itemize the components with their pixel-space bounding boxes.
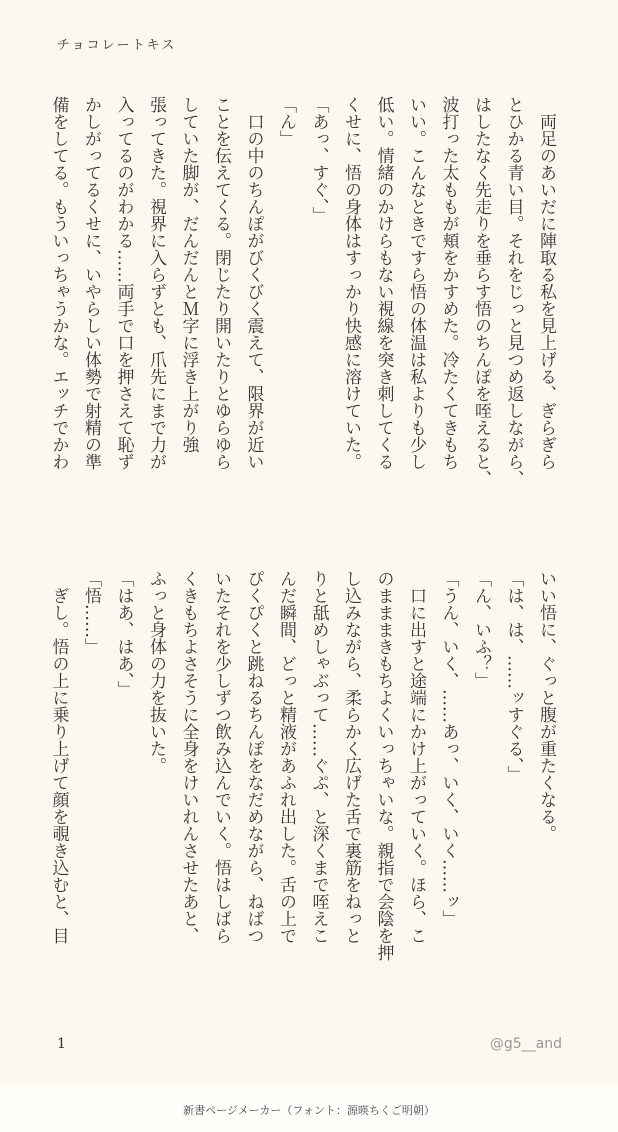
text-line: いたそれを少しずつ飲み込んでいく。悟はしばら (211, 570, 231, 944)
text-line: 備をしてる。もういっちゃうかな。エッチでかわ (48, 96, 69, 470)
text-line: くせに、悟の身体はすっかり快感に溶けていた。 (341, 96, 361, 470)
text-line: 「うん、いく、……あっ、いく、いく……ッ」 (438, 570, 459, 927)
text-line: 口に出すと途端にかけ上がっていく。ほら、こ (406, 570, 426, 944)
text-line: のまままきもちよくいっちゃいな。親指で会陰を押 (373, 570, 394, 961)
text-line: 「あっ、すぐ、」 (308, 96, 329, 224)
text-block-bottom (48, 570, 562, 1000)
text-line: 「ん」 (276, 96, 296, 147)
footer-credit: 新書ページメーカー（フォント：源暎ちくご明朝） (183, 1104, 435, 1117)
text-line: ぎし。悟の上に乗り上げて顔を覗き込むと、目 (48, 570, 69, 944)
text-line: 「は、は、……ッすぐる、」 (503, 570, 524, 783)
text-line: ぴくぴくと跳ねるちんぽをなだめながら、ねばつ (243, 570, 264, 944)
text-line: 低い。情緒のかけらもない視線を突き刺してくる (373, 96, 394, 470)
text-line: とひかる青い目。それをじっと見つめ返しながら、 (503, 96, 524, 487)
text-line: していた脚が、だんだんとＭ字に浮き上がり強 (178, 96, 199, 453)
text-line: りと舐めしゃぶって……ぐぷ、と深くまで咥えこ (308, 570, 329, 944)
text-line: ふっと身体の力を抜いた。 (146, 570, 166, 774)
text-line: かしがってるくせに、いやらしい体勢で射精の準 (81, 96, 101, 470)
text-line: いい悟に、ぐっと腹が重たくなる。 (536, 570, 556, 842)
text-line: し込みながら、柔らかく広げた舌で裏筋をねっと (341, 570, 361, 944)
text-line: くきもちよさそうに全身をけいれんさせたあと、 (178, 570, 199, 944)
author-handle: @g5__and (489, 1036, 562, 1052)
text-line: はしたなく先走りを垂らす悟のちんぽを咥えると、 (471, 96, 491, 487)
text-line: 「悟……」 (81, 570, 101, 655)
text-line: 両足のあいだに陣取る私を見上げる、ぎらぎら (536, 96, 556, 470)
text-line: 波打った太ももが頬をかすめた。冷たくてきもち (438, 96, 459, 470)
text-line: ことを伝えてくる。閉じたり開いたりとゆらゆら (211, 96, 231, 470)
text-line: 入ってるのがわかる……両手で口を押さえて恥ず (113, 96, 134, 470)
page-number: 1 (57, 1036, 66, 1052)
book-title: チョコレートキス (57, 38, 177, 53)
text-line: 「はあ、はあ、」 (113, 570, 134, 698)
text-line: 張ってきた。視界に入らずとも、爪先にまで力が (146, 96, 166, 470)
text-line: 口の中のちんぽがびくびく震えて、限界が近い (243, 96, 264, 470)
text-block-top (48, 96, 562, 516)
text-line: いい。こんなときですら悟の体温は私よりも少し (406, 96, 426, 470)
text-line: 「ん、いふ？」 (471, 570, 491, 689)
text-line: んだ瞬間、どっと精液があふれ出した。舌の上で (276, 570, 296, 944)
